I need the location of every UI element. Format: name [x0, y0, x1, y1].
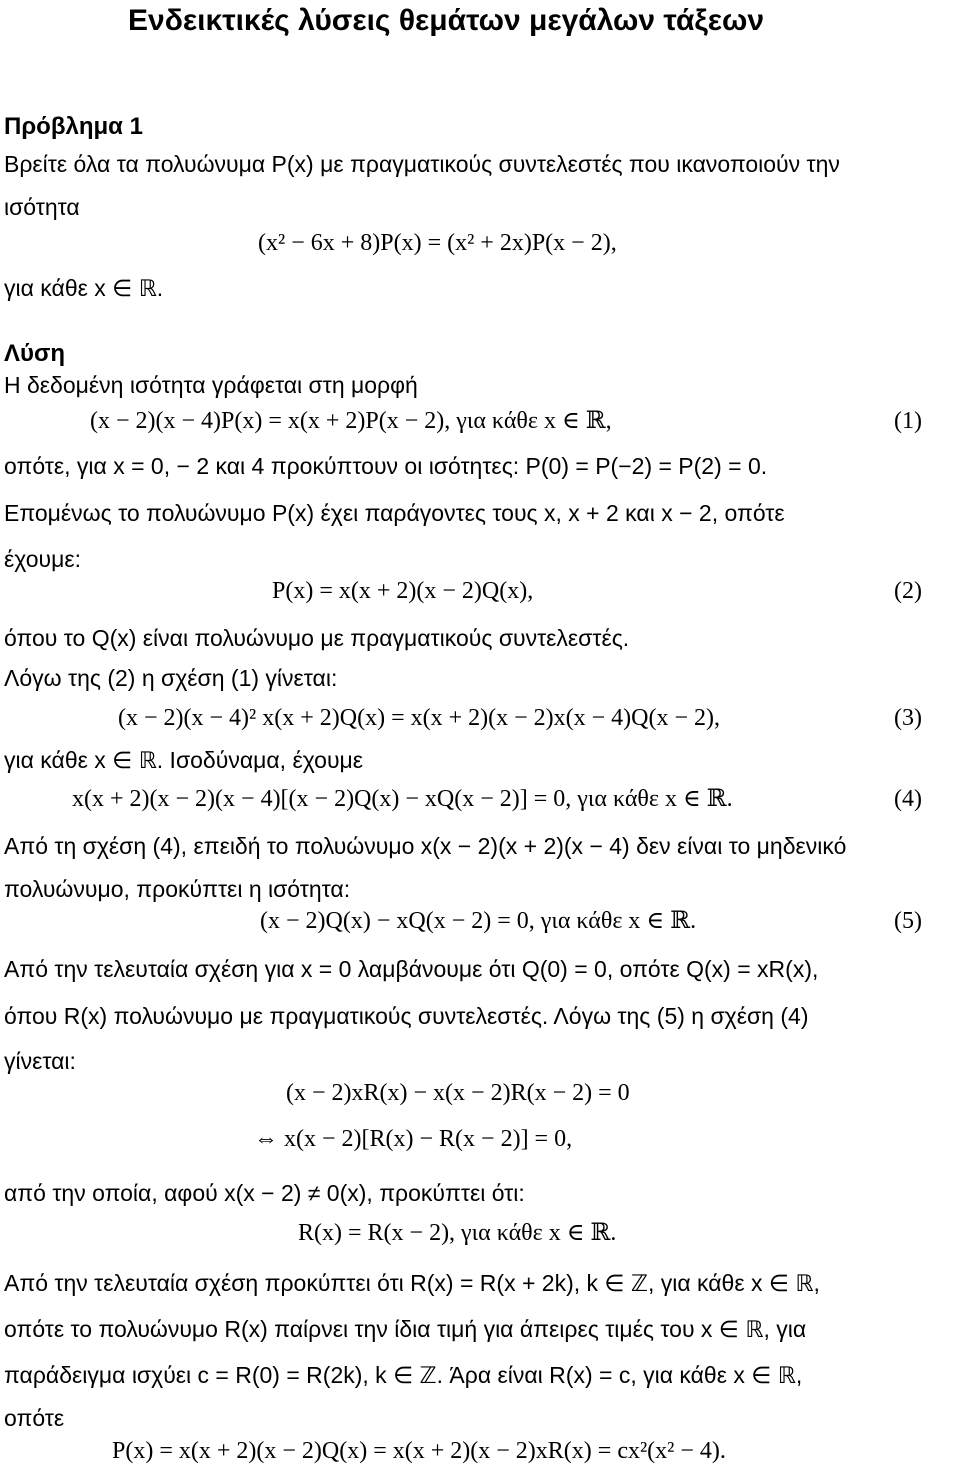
equation-2: P(x) = x(x + 2)(x − 2)Q(x),	[272, 578, 534, 604]
equation-4: x(x + 2)(x − 2)(x − 4)[(x − 2)Q(x) − xQ(x − 2)] = 0, για κάθε x ∈ ℝ.	[72, 786, 733, 812]
solution-line-7: όπου το Q(x) είναι πολυώνυμο με πραγματικούς συντελεστές.	[4, 625, 630, 651]
equation-1: (x − 2)(x − 4)P(x) = x(x + 2)P(x − 2), για κάθε x ∈ ℝ,	[90, 408, 612, 434]
problem-statement-line-3: για κάθε x ∈ ℝ.	[4, 275, 164, 301]
problem-equation: (x² − 6x + 8)P(x) = (x² + 2x)P(x − 2),	[258, 230, 617, 256]
solution-line-24: παράδειγμα ισχύει c = R(0) = R(2k), k ∈ ℤ. Άρα είναι R(x) = c, για κάθε x ∈ ℝ,	[4, 1362, 803, 1388]
solution-line-4: Επομένως το πολυώνυμο P(x) έχει παράγοντες τους x, x + 2 και x − 2, οπότε	[4, 500, 785, 526]
problem-statement-line-1: Βρείτε όλα τα πολυώνυμα P(x) με πραγματικούς συντελεστές που ικανοποιούν την	[4, 151, 840, 177]
solution-line-5: έχουμε:	[4, 546, 81, 572]
solution-line-16: όπου R(x) πολυώνυμο με πραγματικούς συντελεστές. Λόγω της (5) η σχέση (4)	[4, 1003, 809, 1029]
equation-tag-5: (5)	[894, 908, 922, 934]
solution-line-10: για κάθε x ∈ ℝ. Ισοδύναμα, έχουμε	[4, 747, 364, 773]
solution-line-23: οπότε το πολυώνυμο R(x) παίρνει την ίδια τιμή για άπειρες τιμές του x ∈ ℝ, για	[4, 1316, 807, 1342]
solution-heading: Λύση	[4, 340, 66, 367]
solution-line-17: γίνεται:	[4, 1048, 76, 1074]
problem-statement-line-2: ισότητα	[4, 194, 80, 220]
equation-tag-2: (2)	[894, 578, 922, 604]
equation-tag-1: (1)	[894, 408, 922, 434]
final-equation: P(x) = x(x + 2)(x − 2)Q(x) = x(x + 2)(x − 2)xR(x) = cx²(x² − 4).	[112, 1438, 726, 1464]
solution-line-25: οπότε	[4, 1405, 65, 1431]
solution-line-20: από την οποία, αφού x(x − 2) ≠ 0(x), προκύπτει ότι:	[4, 1180, 525, 1206]
equation-3: (x − 2)(x − 4)² x(x + 2)Q(x) = x(x + 2)(x − 2)x(x − 4)Q(x − 2),	[118, 705, 721, 731]
equation-6: (x − 2)xR(x) − x(x − 2)R(x − 2) = 0	[286, 1080, 630, 1106]
solution-line-1: Η δεδομένη ισότητα γράφεται στη μορφή	[4, 372, 418, 398]
solution-line-3: οπότε, για x = 0, − 2 και 4 προκύπτουν οι ισότητες: P(0) = P(−2) = P(2) = 0.	[4, 453, 768, 479]
page-title: Ενδεικτικές λύσεις θεμάτων μεγάλων τάξεων	[128, 4, 765, 37]
equation-tag-4: (4)	[894, 786, 922, 812]
equation-5: (x − 2)Q(x) − xQ(x − 2) = 0, για κάθε x ∈ ℝ.	[260, 908, 697, 934]
equation-tag-3: (3)	[894, 705, 922, 731]
solution-line-8: Λόγω της (2) η σχέση (1) γίνεται:	[4, 665, 338, 691]
solution-line-12: Από τη σχέση (4), επειδή το πολυώνυμο x(x − 2)(x + 2)(x − 4) δεν είναι το μηδενικό	[4, 833, 847, 859]
solution-line-15: Από την τελευταία σχέση για x = 0 λαμβάνουμε ότι Q(0) = 0, οπότε Q(x) = xR(x),	[4, 956, 819, 982]
equation-7: ⇔ x(x − 2)[R(x) − R(x − 2)] = 0,	[254, 1126, 573, 1152]
equation-8: R(x) = R(x − 2), για κάθε x ∈ ℝ.	[298, 1220, 617, 1246]
problem-heading: Πρόβλημα 1	[4, 113, 143, 140]
solution-line-22: Από την τελευταία σχέση προκύπτει ότι R(x) = R(x + 2k), k ∈ ℤ, για κάθε x ∈ ℝ,	[4, 1270, 820, 1296]
solution-line-13: πολυώνυμο, προκύπτει η ισότητα:	[4, 876, 351, 902]
